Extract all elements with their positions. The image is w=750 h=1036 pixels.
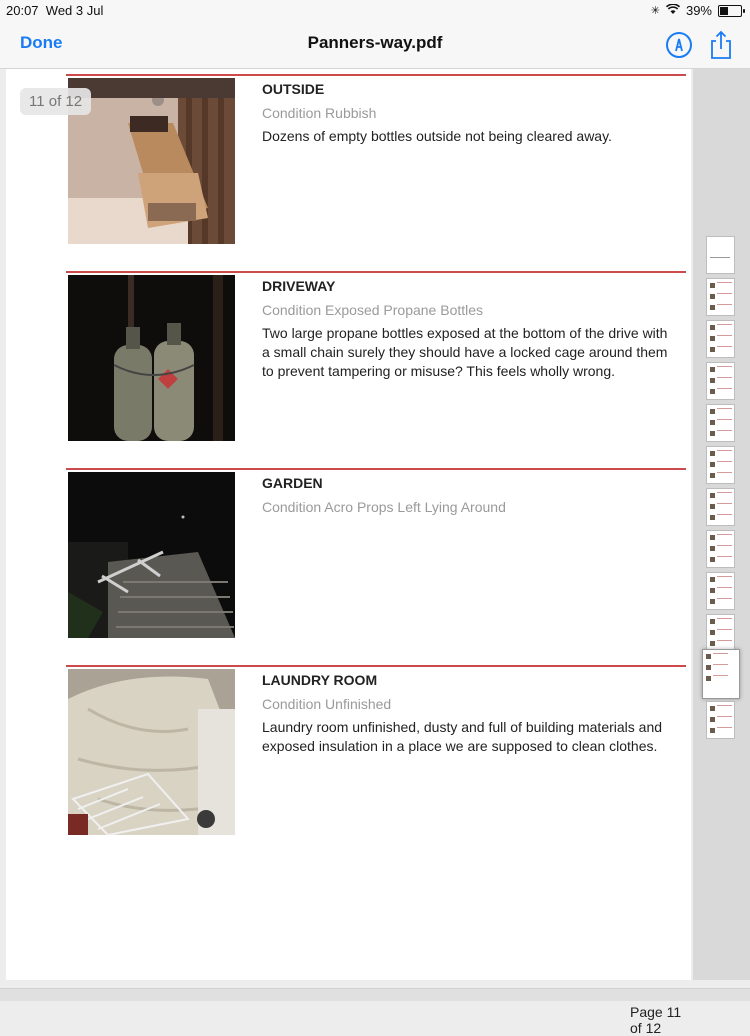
section-divider [66,74,686,76]
page-thumbnail[interactable] [706,278,735,316]
section-divider [66,468,686,470]
pdf-page[interactable] [6,69,691,1036]
page-indicator: 11 of 12 [20,88,91,115]
section-condition: Condition Exposed Propane Bottles [262,302,484,318]
section-condition: Condition Acro Props Left Lying Around [262,499,506,515]
battery-icon [718,5,742,17]
markup-pen-icon[interactable] [666,32,692,58]
section-heading: DRIVEWAY [262,278,336,294]
page-thumbnail[interactable] [706,701,735,739]
page-footer: Page 11 of 12 [630,1004,682,1036]
section-divider [66,665,686,667]
page-thumbnail[interactable] [706,446,735,484]
status-time-date: 20:07 Wed 3 Jul [6,3,104,18]
section-condition: Condition Rubbish [262,105,377,121]
page-thumbnail[interactable] [706,572,735,610]
section-description: Laundry room unfinished, dusty and full of building materials and exposed insulation in a place we are supposed to clean clothes. [262,719,663,754]
page-thumbnail[interactable] [702,649,740,699]
photo-outside [68,78,235,244]
share-icon[interactable] [708,30,734,60]
battery-percentage: 39% [685,3,712,18]
status-bar [0,0,750,20]
photo-driveway [68,275,235,441]
navigation-bar [0,20,750,69]
page-thumbnail[interactable] [706,320,735,358]
page-thumbnail[interactable] [706,404,735,442]
page-thumbnail[interactable] [706,236,735,274]
page-thumbnail[interactable] [706,614,735,652]
page-thumbnail[interactable] [706,488,735,526]
section-heading: OUTSIDE [262,81,325,97]
page-thumbnail[interactable] [706,362,735,400]
bottom-bar [0,988,750,1001]
activity-icon: ✳ [650,5,660,17]
section-divider [66,271,686,273]
wifi-icon [666,3,680,18]
section-description: Dozens of empty bottles outside not being cleared away. [262,128,612,144]
photo-garden [68,472,235,638]
section-condition: Condition Unfinished [262,696,392,712]
done-button[interactable]: Done [20,33,63,52]
document-title: Panners-way.pdf [307,33,443,52]
section-heading: GARDEN [262,475,323,491]
section-heading: LAUNDRY ROOM [262,672,378,688]
thumbnail-sidebar[interactable] [693,69,750,980]
status-right [651,3,742,18]
page-thumbnail[interactable] [706,530,735,568]
section-description: Two large propane bottles exposed at the bottom of the drive with a small chain surely they should have a locked cage around them to prevent tampering or misuse? This feels wholly wrong. [262,325,668,379]
photo-laundry-room [68,669,235,835]
